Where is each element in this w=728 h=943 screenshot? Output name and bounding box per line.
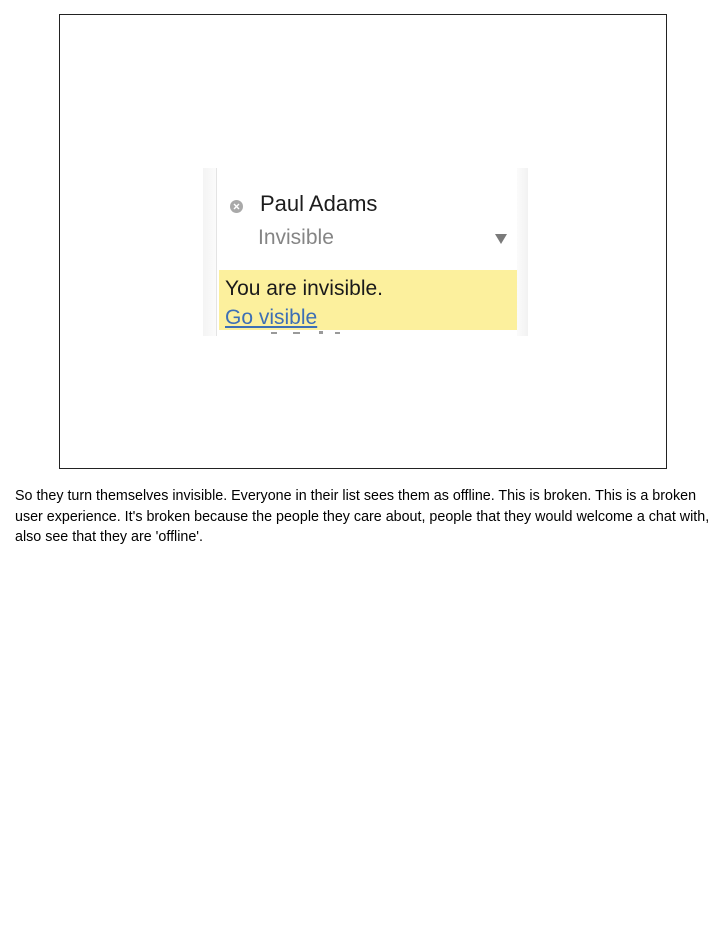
status-dropdown[interactable] xyxy=(256,224,508,254)
triangle-down-icon xyxy=(494,233,508,245)
user-name: Paul Adams xyxy=(260,191,378,216)
speaker-notes: So they turn themselves invisible. Everyone in their list sees them as offline. This is broken. This is a broken user experience. It's broken because the people they care about, people that they would welcome a chat with, also see that they are 'offline'. xyxy=(15,488,710,545)
widget-divider xyxy=(216,168,217,336)
chat-status-widget xyxy=(203,168,528,336)
notice-message: You are invisible. xyxy=(225,277,383,300)
widget-bottom-edge xyxy=(217,330,517,336)
status-x-icon xyxy=(230,200,243,213)
go-visible-link[interactable]: Go visible xyxy=(225,306,318,329)
widget-right-rail xyxy=(517,168,528,336)
status-dropdown-value: Invisible xyxy=(258,226,334,249)
cropped-text-fragment xyxy=(263,331,343,335)
widget-left-rail xyxy=(203,168,216,336)
invisible-notice xyxy=(219,270,517,336)
slide-frame xyxy=(59,14,667,469)
